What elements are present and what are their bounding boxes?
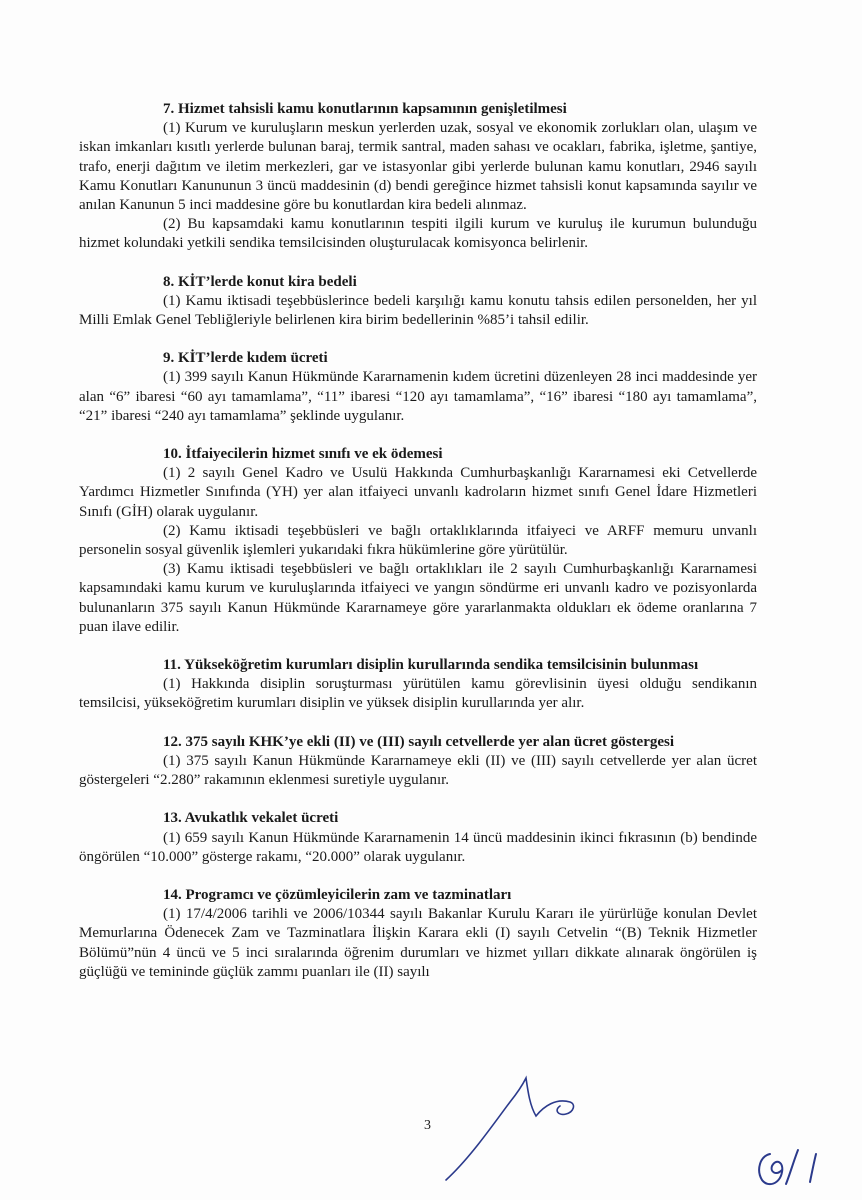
paragraph: (3) Kamu iktisadi teşebbüsleri ve bağlı ortaklıkları ile 2 sayılı Cumhurbaşkanlığı Kararnamesi kapsamındaki kamu kurum ve kuruluşlarında itfaiyeci ve yangın söndürme eri unvanlı kadro ve pozisyonlarda bulunanların 375 sayılı Kanun Hükmünde Kararnameye göre yararlanmakta oldukları ek ödeme oranlarına 7 puan ilave edilir. bbox=[79, 561, 757, 635]
paragraph: (1) 375 sayılı Kanun Hükmünde Kararnameye ekli (II) ve (III) sayılı cetvellerde yer alan ücret göstergeleri “2.280” rakamının eklenmesi suretiyle uygulanır. bbox=[79, 752, 757, 789]
paragraph: (1) 659 sayılı Kanun Hükmünde Kararnamenin 14 üncü maddesinin ikinci fıkrasının (b) bendinde öngörülen “10.000” gösterge rakamı, “20.000” olarak uygulanır. bbox=[79, 829, 757, 865]
initials-icon bbox=[750, 1140, 830, 1196]
paragraph: (1) 17/4/2006 tarihli ve 2006/10344 sayılı Bakanlar Kurulu Kararı ile yürürlüğe konulan Devlet Memurlarına Ödenecek Zam ve Tazminatlara İlişkin Karara ekli (I) sayılı Cetvelin “(B) Teknik Hizmetler Bölümü”nün 4 üncü ve 5 inci sıralarında öğrenim durumları ve hizmet yılları dikkate alınarak öngörülen iş güçlüğü ve temininde güçlük zammı puanları ile (II) sayılı bbox=[79, 906, 757, 980]
paragraph: (1) 399 sayılı Kanun Hükmünde Kararnamenin kıdem ücretini düzenleyen 28 inci maddesinde yer alan “6” ibaresi “60 ayı tamamlama”, “11” ibaresi “120 ayı tamamlama”, “16” ibaresi “180 ayı tamamlama”, “21” ibaresi “240 ayı tamamlama” şeklinde uygulanır. bbox=[79, 369, 757, 424]
section-9 bbox=[79, 349, 757, 426]
paragraph: (2) Kamu iktisadi teşebbüsleri ve bağlı ortaklıklarında itfaiyeci ve ARFF memuru unvanlı personelin sosyal güvenlik işlemleri yukarıdaki fıkra hükümlerine göre yürütülür. bbox=[79, 522, 757, 559]
section-heading: 14. Programcı ve çözümleyicilerin zam ve tazminatları bbox=[163, 886, 512, 903]
section-heading: 10. İtfaiyecilerin hizmet sınıfı ve ek ödemesi bbox=[163, 446, 443, 463]
paragraph: (1) Kamu iktisadi teşebbüslerince bedeli karşılığı kamu konutu tahsis edilen personelden, her yıl Milli Emlak Genel Tebliğleriyle belirlenen kira birim bedellerinin %85’i tahsil edilir. bbox=[79, 292, 757, 329]
section-13 bbox=[79, 809, 757, 867]
page-number: 3 bbox=[424, 1118, 431, 1133]
paragraph: (1) Kurum ve kuruluşların meskun yerlerden uzak, sosyal ve ekonomik zorlukları olan, ulaşım ve iskan imkanları kısıtlı yerlerde bulunan baraj, termik santral, maden sahası ve ocakları, fabrika, işletme, şantiye, trafo, enerji dağıtım ve iletim merkezleri, gar ve istasyonlar gibi yerlerde bulunan kamu konutları, 2946 sayılı Kamu Konutları Kanununun 3 üncü maddesinin (d) bendi gereğince hizmet tahsisli konut kapsamında sayılır ve anılan Kanunun 5 inci maddesine göre bu konutlardan kira bedeli alınmaz. bbox=[79, 120, 757, 214]
section-heading: 8. KİT’lerde konut kira bedeli bbox=[163, 273, 357, 290]
document-body bbox=[79, 100, 757, 1001]
paragraph: (1) Hakkında disiplin soruşturması yürütülen kamu görevlisinin üyesi olduğu sendikanın temsilcisi, yükseköğretim kurumları disiplin ve yüksek disiplin kurullarında yer alır. bbox=[79, 676, 757, 712]
section-12 bbox=[79, 733, 757, 791]
section-14 bbox=[79, 886, 757, 982]
section-7 bbox=[79, 100, 757, 254]
paragraph: (1) 2 sayılı Genel Kadro ve Usulü Hakkında Cumhurbaşkanlığı Kararnamesi eki Cetvellerde Yardımcı Hizmetler Sınıfında (YH) yer alan itfaiyeci unvanlı kadroların hizmet sınıfı Genel İdare Hizmetleri Sınıfı (GİH) olarak uygulanır. bbox=[79, 465, 757, 520]
section-heading: 11. Yükseköğretim kurumları disiplin kurullarında sendika temsilcisinin bulunması bbox=[163, 657, 699, 674]
section-8 bbox=[79, 273, 757, 331]
section-heading: 13. Avukatlık vekalet ücreti bbox=[163, 810, 339, 827]
paragraph: (2) Bu kapsamdaki kamu konutlarının tespiti ilgili kurum ve kuruluş ile kurumun bulunduğu hizmet kolundaki yetkili sendika temsilcisinden oluşturulacak komisyonca belirlenir. bbox=[79, 216, 757, 252]
section-heading: 9. KİT’lerde kıdem ücreti bbox=[163, 350, 328, 367]
signature-icon bbox=[440, 1068, 620, 1188]
section-heading: 12. 375 sayılı KHK’ye ekli (II) ve (III) sayılı cetvellerde yer alan ücret göstergesi bbox=[163, 733, 675, 750]
section-11 bbox=[79, 656, 757, 714]
section-heading: 7. Hizmet tahsisli kamu konutlarının kapsamının genişletilmesi bbox=[163, 101, 567, 117]
section-10 bbox=[79, 445, 757, 637]
